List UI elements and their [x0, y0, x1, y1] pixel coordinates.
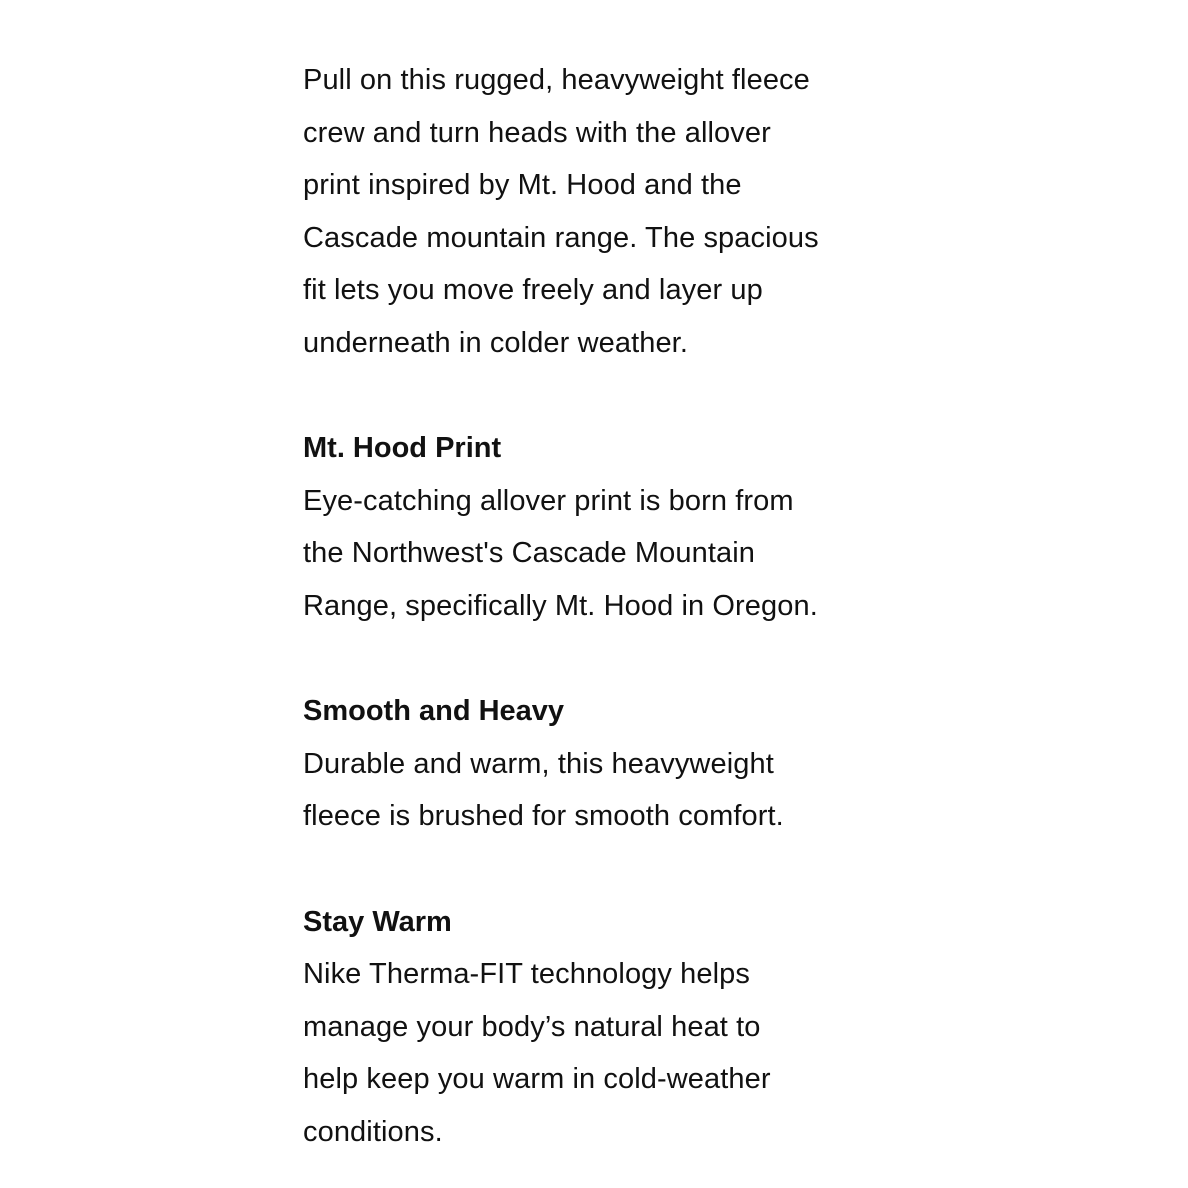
product-description	[303, 54, 903, 1158]
feature-heading: Smooth and Heavy	[303, 695, 565, 728]
intro-line: print inspired by Mt. Hood and the	[303, 169, 742, 202]
feature-section-stay-warm	[303, 896, 903, 1159]
paragraph-spacer	[303, 843, 903, 896]
intro-line: crew and turn heads with the allover	[303, 116, 771, 149]
intro-line: Cascade mountain range. The spacious	[303, 221, 819, 254]
feature-line: the Northwest's Cascade Mountain	[303, 537, 756, 570]
feature-section-smooth-and-heavy	[303, 685, 903, 843]
intro-line: fit lets you move freely and layer up	[303, 274, 763, 307]
feature-section-mt-hood-print	[303, 422, 903, 632]
feature-heading: Mt. Hood Print	[303, 432, 502, 465]
paragraph-spacer	[303, 370, 903, 423]
feature-line: Nike Therma-FIT technology helps	[303, 958, 750, 991]
feature-heading: Stay Warm	[303, 905, 452, 938]
feature-line: Range, specifically Mt. Hood in Oregon.	[303, 589, 818, 622]
feature-line: manage your body’s natural heat to	[303, 1010, 761, 1043]
paragraph-spacer	[303, 633, 903, 686]
intro-paragraph	[303, 54, 903, 370]
feature-line: help keep you warm in cold-weather	[303, 1063, 771, 1096]
feature-line: Eye-catching allover print is born from	[303, 484, 794, 517]
intro-line: Pull on this rugged, heavyweight fleece	[303, 64, 810, 96]
feature-line: fleece is brushed for smooth comfort.	[303, 800, 784, 833]
feature-line: conditions.	[303, 1115, 443, 1148]
feature-line: Durable and warm, this heavyweight	[303, 747, 774, 780]
intro-line: underneath in colder weather.	[303, 326, 688, 359]
